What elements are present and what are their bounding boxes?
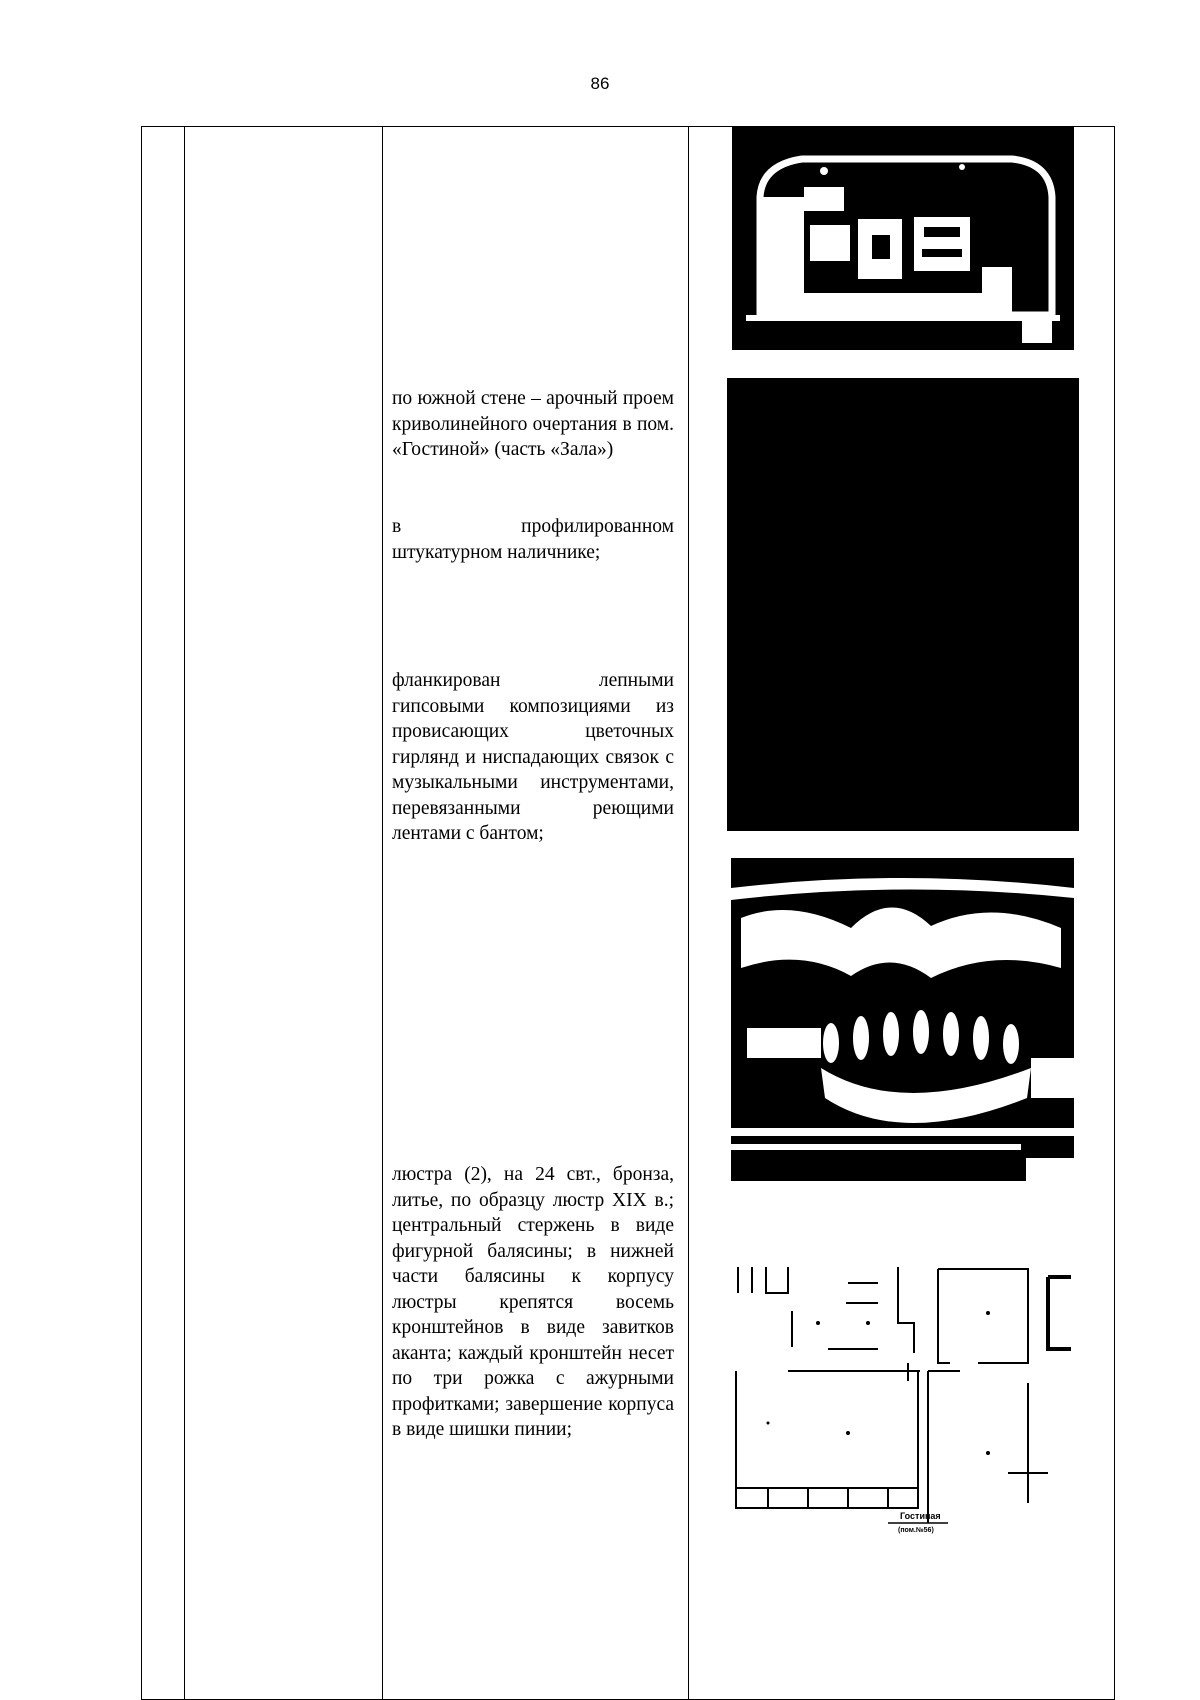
description-chandelier: люстра (2), на 24 свт., бронза, литье, по образцу люстр XIX в.; центральный стержень в виде фигурной балясины; в нижней части балясины к корпусу люстры крепятся восемь кронштейнов в виде завитков аканта; каждый кронштейн несет по три рожка с ажурными профитками; завершение корпуса в виде шишки пинии;: [392, 1164, 674, 1440]
interior-arch-photo: [732, 127, 1074, 350]
column-divider-3: [688, 127, 689, 1699]
column-divider-1: [184, 127, 185, 1699]
description-casing: в профилированном штукатурном наличнике;: [392, 516, 674, 563]
plan-room-label: Гостиная: [900, 1511, 941, 1521]
dark-photo: [727, 378, 1079, 831]
column-divider-2: [382, 127, 383, 1699]
page-number: 86: [590, 74, 610, 93]
description-arch: по южной стене – арочный проем криволинейного очертания в пом. «Гостиной» (часть «Зала»): [392, 388, 674, 460]
chandelier-photo: [731, 858, 1074, 1181]
plan-room-number: (пом.№56): [898, 1527, 934, 1534]
description-flanked: фланкирован лепными гипсовыми композициями из провисающих цветочных гирлянд и ниспадающих связок с музыкальными инструментами, перевязанными реющими лентами с бантом;: [392, 670, 674, 844]
floor-plan: [728, 1253, 1071, 1535]
